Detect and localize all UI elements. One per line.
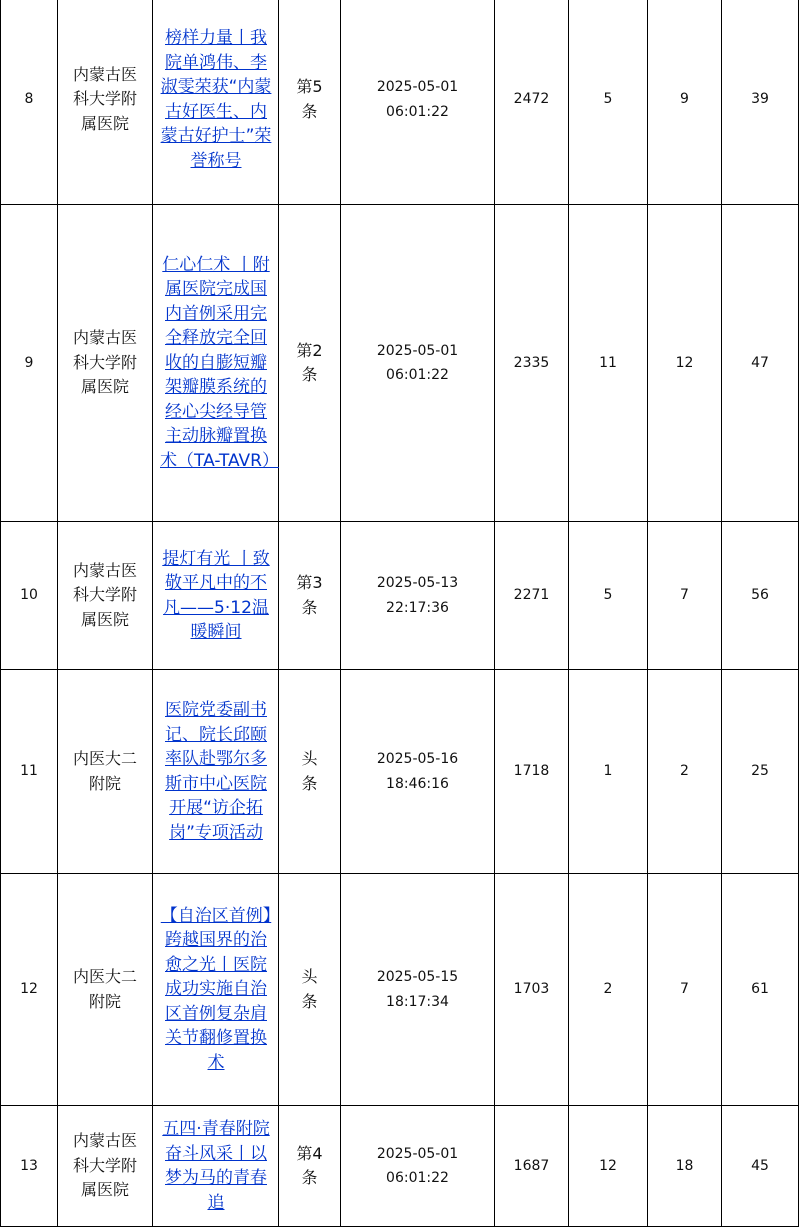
table-row xyxy=(1,670,799,874)
article-title-link[interactable]: 五四·青春附院 奋斗风采丨以梦为马的青春追 xyxy=(162,1119,270,1213)
table-row xyxy=(1,0,799,205)
org-cell: 内医大二附院 xyxy=(58,874,153,1106)
table-row xyxy=(1,874,799,1106)
rank-cell: 13 xyxy=(1,1106,58,1227)
favorites-cell: 9 xyxy=(648,0,722,205)
rank-cell: 11 xyxy=(1,670,58,874)
favorites-cell: 12 xyxy=(648,205,722,522)
article-title-link[interactable]: 提灯有光 丨致敬平凡中的不凡——5·12温暖瞬间 xyxy=(162,548,270,642)
publish-clock: 06:01:22 xyxy=(386,367,449,383)
reads-cell: 2271 xyxy=(495,522,569,670)
org-cell: 内蒙古医科大学附属医院 xyxy=(58,205,153,522)
publish-date: 2025-05-01 xyxy=(376,1145,459,1162)
table-row xyxy=(1,205,799,522)
rank-cell: 8 xyxy=(1,0,58,205)
likes-cell: 12 xyxy=(569,1106,648,1227)
publish-time-cell xyxy=(341,1106,495,1227)
title-cell xyxy=(153,670,279,874)
publish-date: 2025-05-13 xyxy=(376,575,459,591)
publish-clock: 06:01:22 xyxy=(386,1170,449,1186)
likes-cell: 11 xyxy=(569,205,648,522)
publish-time-cell xyxy=(341,522,495,670)
likes-cell: 1 xyxy=(569,670,648,874)
reads-cell: 1687 xyxy=(495,1106,569,1227)
shares-cell: 39 xyxy=(722,0,799,205)
favorites-cell: 7 xyxy=(648,522,722,670)
publish-clock: 06:01:22 xyxy=(386,103,449,120)
reads-cell: 1718 xyxy=(495,670,569,874)
publish-time-cell xyxy=(341,670,495,874)
favorites-cell: 7 xyxy=(648,874,722,1106)
position-cell: 第5条 xyxy=(279,0,341,205)
position-cell: 第2条 xyxy=(279,205,341,522)
likes-cell: 2 xyxy=(569,874,648,1106)
publish-clock: 18:17:34 xyxy=(386,993,449,1010)
rank-cell: 12 xyxy=(1,874,58,1106)
publish-time-cell xyxy=(341,874,495,1106)
table-row xyxy=(1,1106,799,1227)
article-title-link[interactable]: 榜样力量丨我院单鸿伟、李淑雯荣获“内蒙古好医生、内蒙古好护士”荣誉称号 xyxy=(160,28,272,171)
org-cell: 内蒙古医科大学附属医院 xyxy=(58,522,153,670)
publish-date: 2025-05-15 xyxy=(376,969,459,985)
reads-cell: 2472 xyxy=(495,0,569,205)
title-cell xyxy=(153,205,279,522)
shares-cell: 45 xyxy=(722,1106,799,1227)
org-cell: 内蒙古医科大学附属医院 xyxy=(58,1106,153,1227)
title-cell xyxy=(153,874,279,1106)
reads-cell: 2335 xyxy=(495,205,569,522)
position-cell: 第4条 xyxy=(279,1106,341,1227)
position-cell: 头条 xyxy=(279,874,341,1106)
rank-cell: 10 xyxy=(1,522,58,670)
position-cell: 第3条 xyxy=(279,522,341,670)
shares-cell: 56 xyxy=(722,522,799,670)
likes-cell: 5 xyxy=(569,522,648,670)
publish-clock: 22:17:36 xyxy=(386,599,449,616)
publish-date: 2025-05-16 xyxy=(376,751,459,767)
reads-cell: 1703 xyxy=(495,874,569,1106)
org-cell: 内医大二附院 xyxy=(58,670,153,874)
shares-cell: 25 xyxy=(722,670,799,874)
publish-date: 2025-05-01 xyxy=(376,79,459,95)
favorites-cell: 2 xyxy=(648,670,722,874)
publish-date: 2025-05-01 xyxy=(376,342,459,359)
shares-cell: 61 xyxy=(722,874,799,1106)
article-title-link[interactable]: 【自治区首例】跨越国界的治愈之光丨医院成功实施自治区首例复杂肩关节翻修置换术 xyxy=(160,905,272,1073)
publish-time-cell xyxy=(341,205,495,522)
title-cell xyxy=(153,1106,279,1227)
favorites-cell: 18 xyxy=(648,1106,722,1227)
title-cell xyxy=(153,0,279,205)
title-cell xyxy=(153,522,279,670)
article-title-link[interactable]: 仁心仁术 丨附属医院完成国内首例采用完全释放完全回收的自膨短瓣架瓣膜系统的经心尖经导管主动脉瓣置换术（TA-TAVR） xyxy=(160,254,279,471)
org-cell: 内蒙古医科大学附属医院 xyxy=(58,0,153,205)
likes-cell: 5 xyxy=(569,0,648,205)
publish-time-cell xyxy=(341,0,495,205)
rank-cell: 9 xyxy=(1,205,58,522)
position-cell: 头条 xyxy=(279,670,341,874)
shares-cell: 47 xyxy=(722,205,799,522)
article-title-link[interactable]: 医院党委副书记、院长邱颐率队赴鄂尔多斯市中心医院开展“访企拓岗”专项活动 xyxy=(165,700,267,843)
table-row xyxy=(1,522,799,670)
publish-clock: 18:46:16 xyxy=(386,775,449,792)
